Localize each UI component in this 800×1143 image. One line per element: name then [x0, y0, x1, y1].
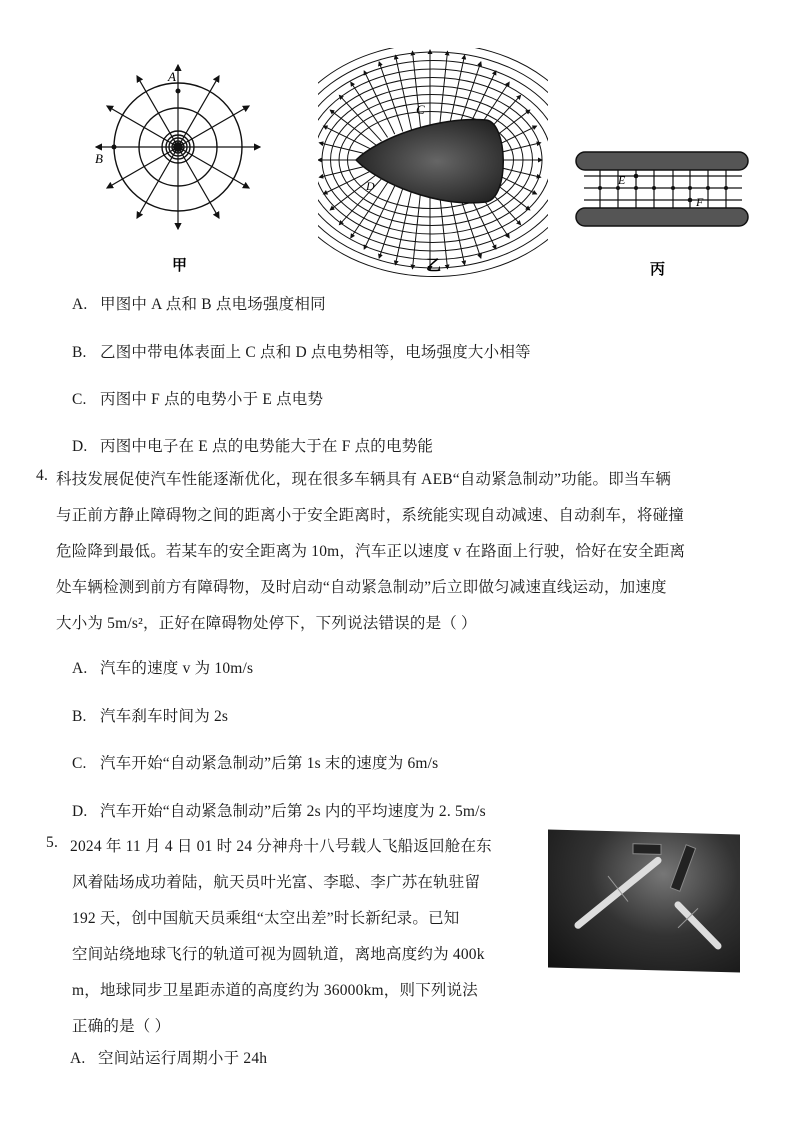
q5-stem-line: 192 天，创中国航天员乘组“太空出差”时长新纪录。已知	[72, 910, 460, 927]
option-letter: C.	[72, 755, 87, 772]
option-text: 丙图中电子在 E 点的电势能大于在 F 点的电势能	[100, 438, 434, 455]
q3-option-d	[72, 434, 433, 456]
q4-option-a	[72, 656, 253, 678]
caption-bing: 丙	[650, 262, 666, 278]
option-letter: D.	[72, 803, 88, 820]
option-letter: B.	[72, 708, 87, 725]
option-text: 甲图中 A 点和 B 点电场强度相同	[100, 296, 326, 313]
q4-option-b	[72, 704, 228, 726]
q3-option-c	[72, 387, 323, 409]
q4-option-c	[72, 751, 438, 773]
q3-option-b	[72, 340, 531, 362]
q5-stem-line: 正确的是（ ）	[72, 1018, 171, 1035]
positive-plate	[576, 208, 748, 226]
label-d: D	[366, 179, 375, 193]
caption-yi: 乙	[426, 258, 442, 274]
option-text: 丙图中 F 点的电势小于 E 点电势	[100, 391, 324, 408]
caption-jia: 甲	[172, 258, 188, 274]
option-text: 汽车开始“自动紧急制动”后第 1s 末的速度为 6m/s	[100, 755, 439, 772]
option-text: 空间站运行周期小于 24h	[98, 1050, 268, 1067]
label-b: B	[95, 151, 103, 166]
option-text: 汽车刹车时间为 2s	[100, 708, 229, 725]
q4-stem-line: 科技发展促使汽车性能逐渐优化，现在很多车辆具有 AEB“自动紧急制动”功能。即当车辆	[56, 471, 672, 488]
q5-stem-line: m，地球同步卫星距赤道的高度约为 36000km，则下列说法	[72, 982, 478, 999]
label-c: C	[416, 102, 425, 117]
space-station-illustration	[548, 829, 740, 972]
field-line	[412, 192, 420, 269]
field-lines-and-equipotentials	[584, 170, 742, 208]
figure-bing-parallel-plates	[570, 148, 760, 278]
figure-jia-point-charge-field	[90, 55, 280, 285]
q4-stem-line: 与正前方静止障碍物之间的距离小于安全距离时，系统能实现自动减速、自动刹车，将碰撞	[56, 507, 685, 524]
q5-stem-line: 空间站绕地球飞行的轨道可视为圆轨道，离地高度约为 400k	[72, 946, 485, 963]
point-a-dot	[176, 89, 181, 94]
option-text: 汽车的速度 v 为 10m/s	[100, 660, 254, 677]
label-f: F	[696, 195, 704, 209]
q4-stem-line: 大小为 5m/s²，正好在障碍物处停下，下列说法错误的是（ ）	[56, 615, 477, 632]
option-text: 乙图中带电体表面上 C 点和 D 点电势相等，电场强度大小相等	[100, 344, 531, 361]
field-line	[439, 51, 447, 128]
q4-number: 4.	[36, 467, 49, 484]
option-letter: C.	[72, 391, 87, 408]
option-letter: D.	[72, 438, 88, 455]
label-a: A	[168, 69, 176, 84]
option-letter: B.	[72, 344, 87, 361]
q4-stem-line: 处车辆检测到前方有障碍物，及时启动“自动紧急制动”后立即做匀减速直线运动，加速度	[56, 579, 667, 596]
point-b-dot	[112, 145, 117, 150]
figure-yi-charged-conductor-field	[318, 48, 548, 278]
option-letter: A.	[70, 1050, 86, 1067]
option-text: 汽车开始“自动紧急制动”后第 2s 内的平均速度为 2. 5m/s	[100, 803, 486, 820]
q4-option-d	[72, 799, 486, 821]
point-f-dot	[688, 198, 693, 203]
q5-stem-line: 2024 年 11 月 4 日 01 时 24 分神舟十八号载人飞船返回舱在东	[70, 838, 492, 855]
option-letter: A.	[72, 660, 88, 677]
q3-option-a	[72, 292, 326, 314]
charged-conductor	[356, 120, 503, 203]
q5-stem-line: 风着陆场成功着陆，航天员叶光富、李聪、李广苏在轨驻留	[72, 874, 481, 891]
option-letter: A.	[72, 296, 88, 313]
q5-option-a	[70, 1046, 267, 1068]
q4-stem-line: 危险降到最低。若某车的安全距离为 10m，汽车正以速度 v 在路面上行驶，恰好在安全距离	[56, 543, 686, 560]
q5-number: 5.	[46, 834, 59, 851]
negative-plate	[576, 152, 748, 170]
point-e-dot	[634, 174, 639, 179]
space-station-photo	[548, 829, 740, 972]
label-e: E	[618, 173, 626, 187]
